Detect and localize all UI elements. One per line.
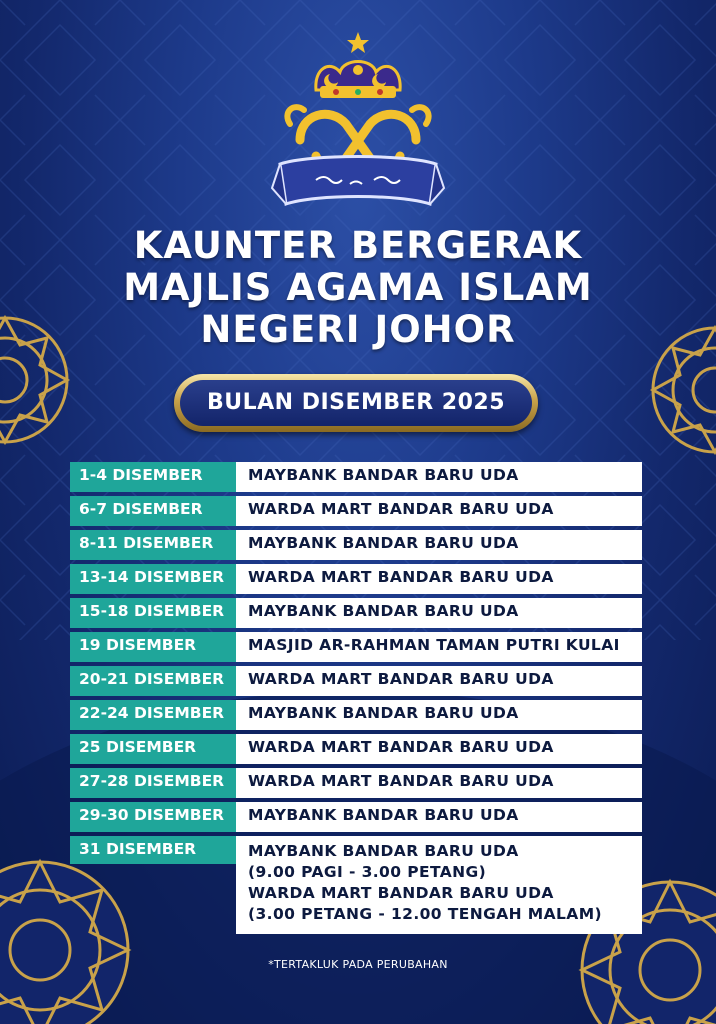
- schedule-date: 29-30 DISEMBER: [70, 802, 236, 832]
- schedule-location: MASJID AR-RAHMAN TAMAN PUTRI KULAI: [236, 632, 642, 662]
- title-line-3: NEGERI JOHOR: [200, 308, 516, 351]
- schedule-row: [70, 530, 642, 560]
- schedule-row: [70, 632, 642, 662]
- schedule-row: [70, 768, 642, 798]
- schedule-date: 19 DISEMBER: [70, 632, 236, 662]
- schedule-date: 22-24 DISEMBER: [70, 700, 236, 730]
- schedule-location: WARDA MART BANDAR BARU UDA: [236, 734, 642, 764]
- schedule-location: WARDA MART BANDAR BARU UDA: [236, 666, 642, 696]
- schedule-date: 31 DISEMBER: [70, 836, 236, 864]
- schedule-table: [70, 462, 642, 938]
- title-line-2: MAJLIS AGAMA ISLAM: [123, 266, 593, 309]
- schedule-location: WARDA MART BANDAR BARU UDA: [236, 768, 642, 798]
- schedule-location-line: WARDA MART BANDAR BARU UDA: [248, 884, 554, 902]
- schedule-date: 13-14 DISEMBER: [70, 564, 236, 594]
- schedule-date: 8-11 DISEMBER: [70, 530, 236, 560]
- schedule-location: MAYBANK BANDAR BARU UDA: [236, 802, 642, 832]
- footnote: *TERTAKLUK PADA PERUBAHAN: [268, 958, 448, 971]
- schedule-location-line: (9.00 PAGI - 3.00 PETANG): [248, 863, 487, 881]
- month-badge-label: BULAN DISEMBER 2025: [180, 380, 532, 426]
- johor-crest-icon: [270, 28, 446, 212]
- schedule-row: [70, 598, 642, 628]
- schedule-row: [70, 496, 642, 526]
- schedule-date: 25 DISEMBER: [70, 734, 236, 764]
- schedule-row: [70, 462, 642, 492]
- title-line-1: KAUNTER BERGERAK: [133, 224, 583, 267]
- schedule-location: MAYBANK BANDAR BARU UDA: [236, 462, 642, 492]
- schedule-location: [236, 836, 642, 934]
- schedule-row: [70, 802, 642, 832]
- schedule-row: [70, 666, 642, 696]
- schedule-location: WARDA MART BANDAR BARU UDA: [236, 564, 642, 594]
- schedule-date: 15-18 DISEMBER: [70, 598, 236, 628]
- schedule-date: 27-28 DISEMBER: [70, 768, 236, 798]
- schedule-location-line: (3.00 PETANG - 12.00 TENGAH MALAM): [248, 905, 603, 923]
- schedule-location-line: MAYBANK BANDAR BARU UDA: [248, 842, 519, 860]
- schedule-date: 6-7 DISEMBER: [70, 496, 236, 526]
- month-badge: [174, 374, 538, 432]
- schedule-row: [70, 836, 642, 934]
- schedule-location: MAYBANK BANDAR BARU UDA: [236, 700, 642, 730]
- schedule-location: WARDA MART BANDAR BARU UDA: [236, 496, 642, 526]
- schedule-location: MAYBANK BANDAR BARU UDA: [236, 598, 642, 628]
- schedule-row: [70, 700, 642, 730]
- schedule-row: [70, 734, 642, 764]
- schedule-location: MAYBANK BANDAR BARU UDA: [236, 530, 642, 560]
- schedule-date: 1-4 DISEMBER: [70, 462, 236, 492]
- schedule-row: [70, 564, 642, 594]
- schedule-date: 20-21 DISEMBER: [70, 666, 236, 696]
